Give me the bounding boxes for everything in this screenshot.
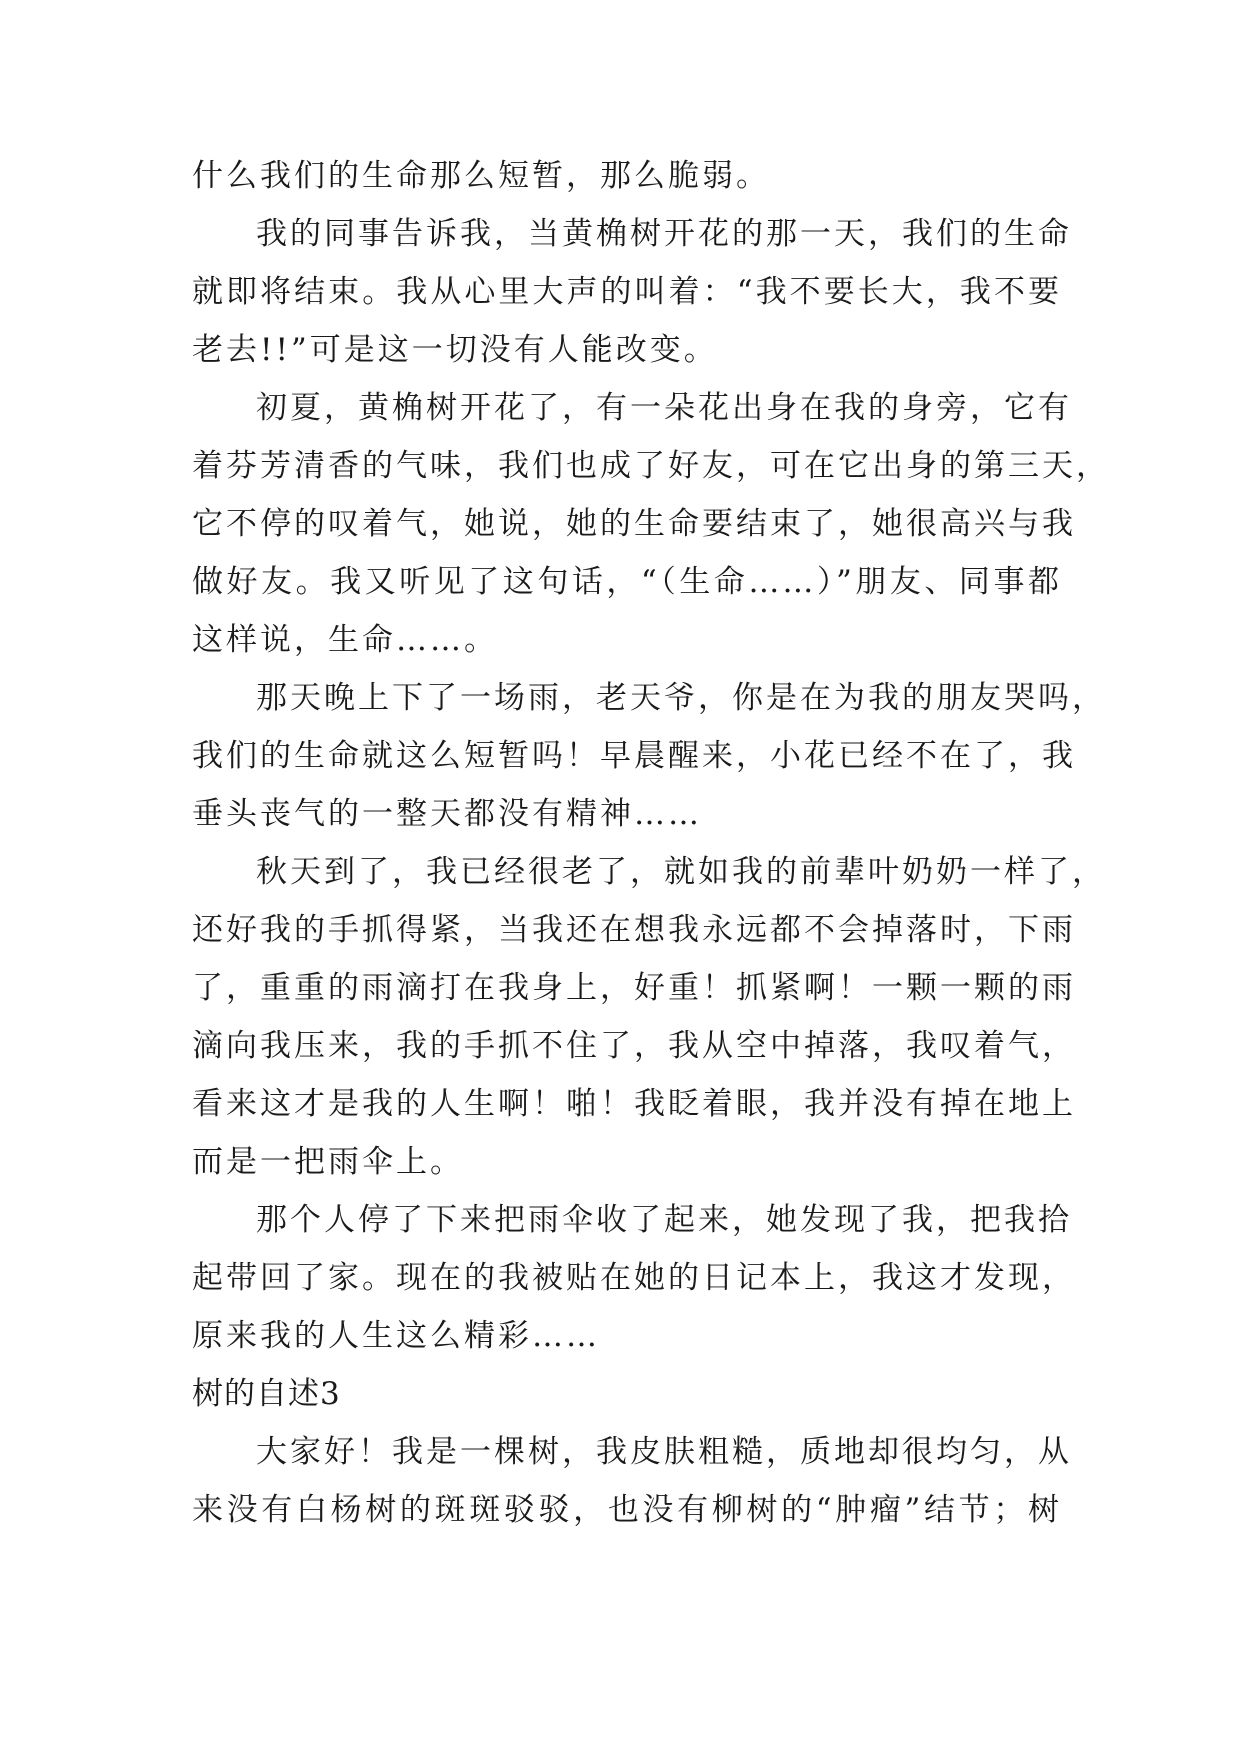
text-line: 而是一把雨伞上。 xyxy=(192,1144,464,1180)
text-line: 这样说，生命……。 xyxy=(192,622,498,658)
text-line: 它不停的叹着气，她说，她的生命要结束了，她很高兴与我 xyxy=(192,506,1076,542)
text-line: 垂头丧气的一整天都没有精神…… xyxy=(192,796,702,832)
text-line: 还好我的手抓得紧，当我还在想我永远都不会掉落时，下雨 xyxy=(192,912,1076,948)
paragraph-first-line: 我的同事告诉我，当黄桷树开花的那一天，我们的生命 xyxy=(256,216,1072,252)
text-line: 做好友。我又听见了这句话，“（生命……）”朋友、同事都 xyxy=(192,564,1062,600)
text-line: 什么我们的生命那么短暂，那么脆弱。 xyxy=(192,158,770,194)
paragraph-first-line: 那天晚上下了一场雨，老天爷，你是在为我的朋友哭吗， xyxy=(256,680,1106,716)
text-line: 看来这才是我的人生啊！啪！我眨着眼，我并没有掉在地上 xyxy=(192,1086,1076,1122)
text-line: 老去!!”可是这一切没有人能改变。 xyxy=(192,332,718,368)
text-line: 滴向我压来，我的手抓不住了，我从空中掉落，我叹着气， xyxy=(192,1028,1076,1064)
paragraph-first-line: 秋天到了，我已经很老了，就如我的前辈叶奶奶一样了， xyxy=(256,854,1106,890)
paragraph-first-line: 那个人停了下来把雨伞收了起来，她发现了我，把我拾 xyxy=(256,1202,1072,1238)
section-heading: 树的自述3 xyxy=(192,1376,341,1412)
text-line: 来没有白杨树的斑斑驳驳，也没有柳树的“肿瘤”结节；树 xyxy=(192,1492,1062,1528)
text-line: 起带回了家。现在的我被贴在她的日记本上，我这才发现， xyxy=(192,1260,1076,1296)
text-line: 就即将结束。我从心里大声的叫着：“我不要长大，我不要 xyxy=(192,274,1062,310)
paragraph-first-line: 初夏，黄桷树开花了，有一朵花出身在我的身旁，它有 xyxy=(256,390,1072,426)
text-line: 着芬芳清香的气味，我们也成了好友，可在它出身的第三天， xyxy=(192,448,1110,484)
paragraph-first-line: 大家好！我是一棵树，我皮肤粗糙，质地却很均匀，从 xyxy=(256,1434,1072,1470)
text-line: 我们的生命就这么短暂吗！早晨醒来，小花已经不在了，我 xyxy=(192,738,1076,774)
text-line: 了，重重的雨滴打在我身上，好重！抓紧啊！一颗一颗的雨 xyxy=(192,970,1076,1006)
text-line: 原来我的人生这么精彩…… xyxy=(192,1318,600,1354)
